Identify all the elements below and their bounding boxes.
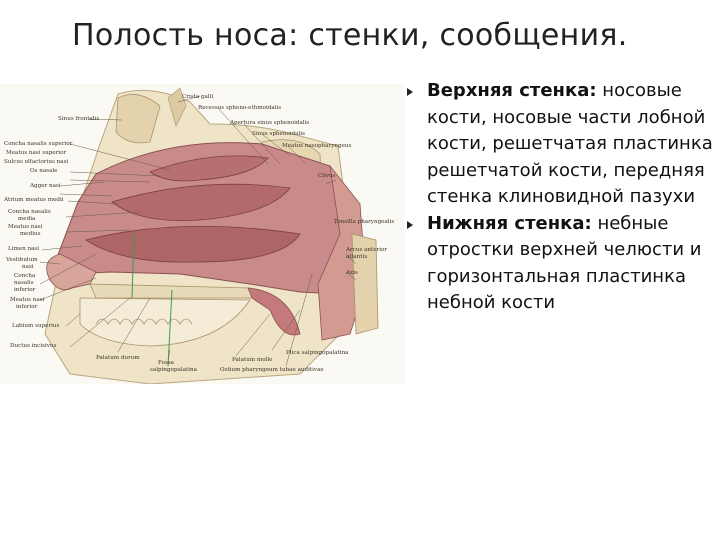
label-meatus-superior: Meatus nasi superior xyxy=(6,150,67,156)
label-plica: Plica salpingopalatina xyxy=(286,350,349,356)
label-ductus-incisivus: Ductus incisivus xyxy=(10,343,57,349)
bullet-text: носовые кости, носовые части лобной кости, решетчатая пластинка решетчатой кости, передняя стенка клиновидной пазухи xyxy=(427,80,713,207)
page-title: Полость носа: стенки, сообщения. xyxy=(72,18,628,53)
label-sinus-frontalis: Sinus frontalis xyxy=(58,116,100,122)
label-concha-inferior-2: nasalis xyxy=(14,280,34,286)
label-recessus: Recessus spheno-ethmoidalis xyxy=(198,105,282,111)
label-palatum-durum: Palatum durum xyxy=(96,355,140,361)
label-sulcus-olfactorius: Sulcus olfactorius nasi xyxy=(4,159,69,165)
label-meatus-inferior-1: Meatus nasi xyxy=(10,297,45,303)
label-concha-inferior-3: inferior xyxy=(14,287,36,293)
label-ostium: Ostium pharyngeum tubae auditivae xyxy=(220,367,324,373)
label-axis: Axis xyxy=(346,270,358,276)
label-fossa-1: Fossa xyxy=(158,360,175,366)
bullet-heading: Нижняя стенка: xyxy=(427,212,592,234)
label-meatus-medius-2: medius xyxy=(20,231,41,237)
label-tonsilla: Tonsilla pharyngealis xyxy=(334,219,395,225)
label-palatum-molle: Palatum molle xyxy=(232,357,273,363)
label-concha-inferior-1: Concha xyxy=(14,273,36,279)
label-arcus-anterior-2: atlantis xyxy=(346,254,368,260)
label-vestibulum-2: nasi xyxy=(22,264,34,270)
label-apertura: Apertura sinus sphenoidalis xyxy=(230,120,310,126)
label-meatus-nasopharyngeus: Meatus nasopharyngeus xyxy=(282,143,352,149)
label-concha-media-2: media xyxy=(18,216,36,222)
bullet-upper-wall xyxy=(405,78,717,211)
nasal-cavity-illustration xyxy=(0,84,405,384)
label-os-nasale: Os nasale xyxy=(30,168,58,174)
label-sinus-sphenoidalis: Sinus sphenoidalis xyxy=(252,131,305,137)
label-labium-superius: Labium superius xyxy=(12,323,60,329)
label-limen-nasi: Limen nasi xyxy=(8,246,40,252)
bullet-arrow-icon xyxy=(407,221,413,229)
label-agger-nasi: Agger nasi xyxy=(30,183,61,189)
label-crista-galli: Crista galli xyxy=(182,94,214,100)
label-atrium: Atrium meatus medii xyxy=(4,197,64,203)
label-concha-superior: Concha nasalis superior xyxy=(4,141,73,147)
label-concha-media-1: Concha nasalis xyxy=(8,209,51,215)
label-meatus-medius-1: Meatus nasi xyxy=(8,224,43,230)
bullet-heading: Верхняя стенка: xyxy=(427,80,597,101)
label-fossa-2: salpingopalatina xyxy=(150,367,197,373)
label-clivus: Clivus xyxy=(318,173,336,179)
bullet-arrow-icon xyxy=(407,88,413,96)
label-meatus-inferior-2: inferior xyxy=(16,304,38,310)
anatomy-drawing xyxy=(0,84,405,384)
label-vestibulum-1: Vestibulum xyxy=(6,257,38,263)
bullet-list xyxy=(405,78,717,317)
bullet-text: небные отростки верхней челюсти и горизонтальная пластинка небной кости xyxy=(427,212,702,313)
label-arcus-anterior-1: Arcus anterior xyxy=(346,247,388,253)
bullet-lower-wall xyxy=(405,211,717,317)
